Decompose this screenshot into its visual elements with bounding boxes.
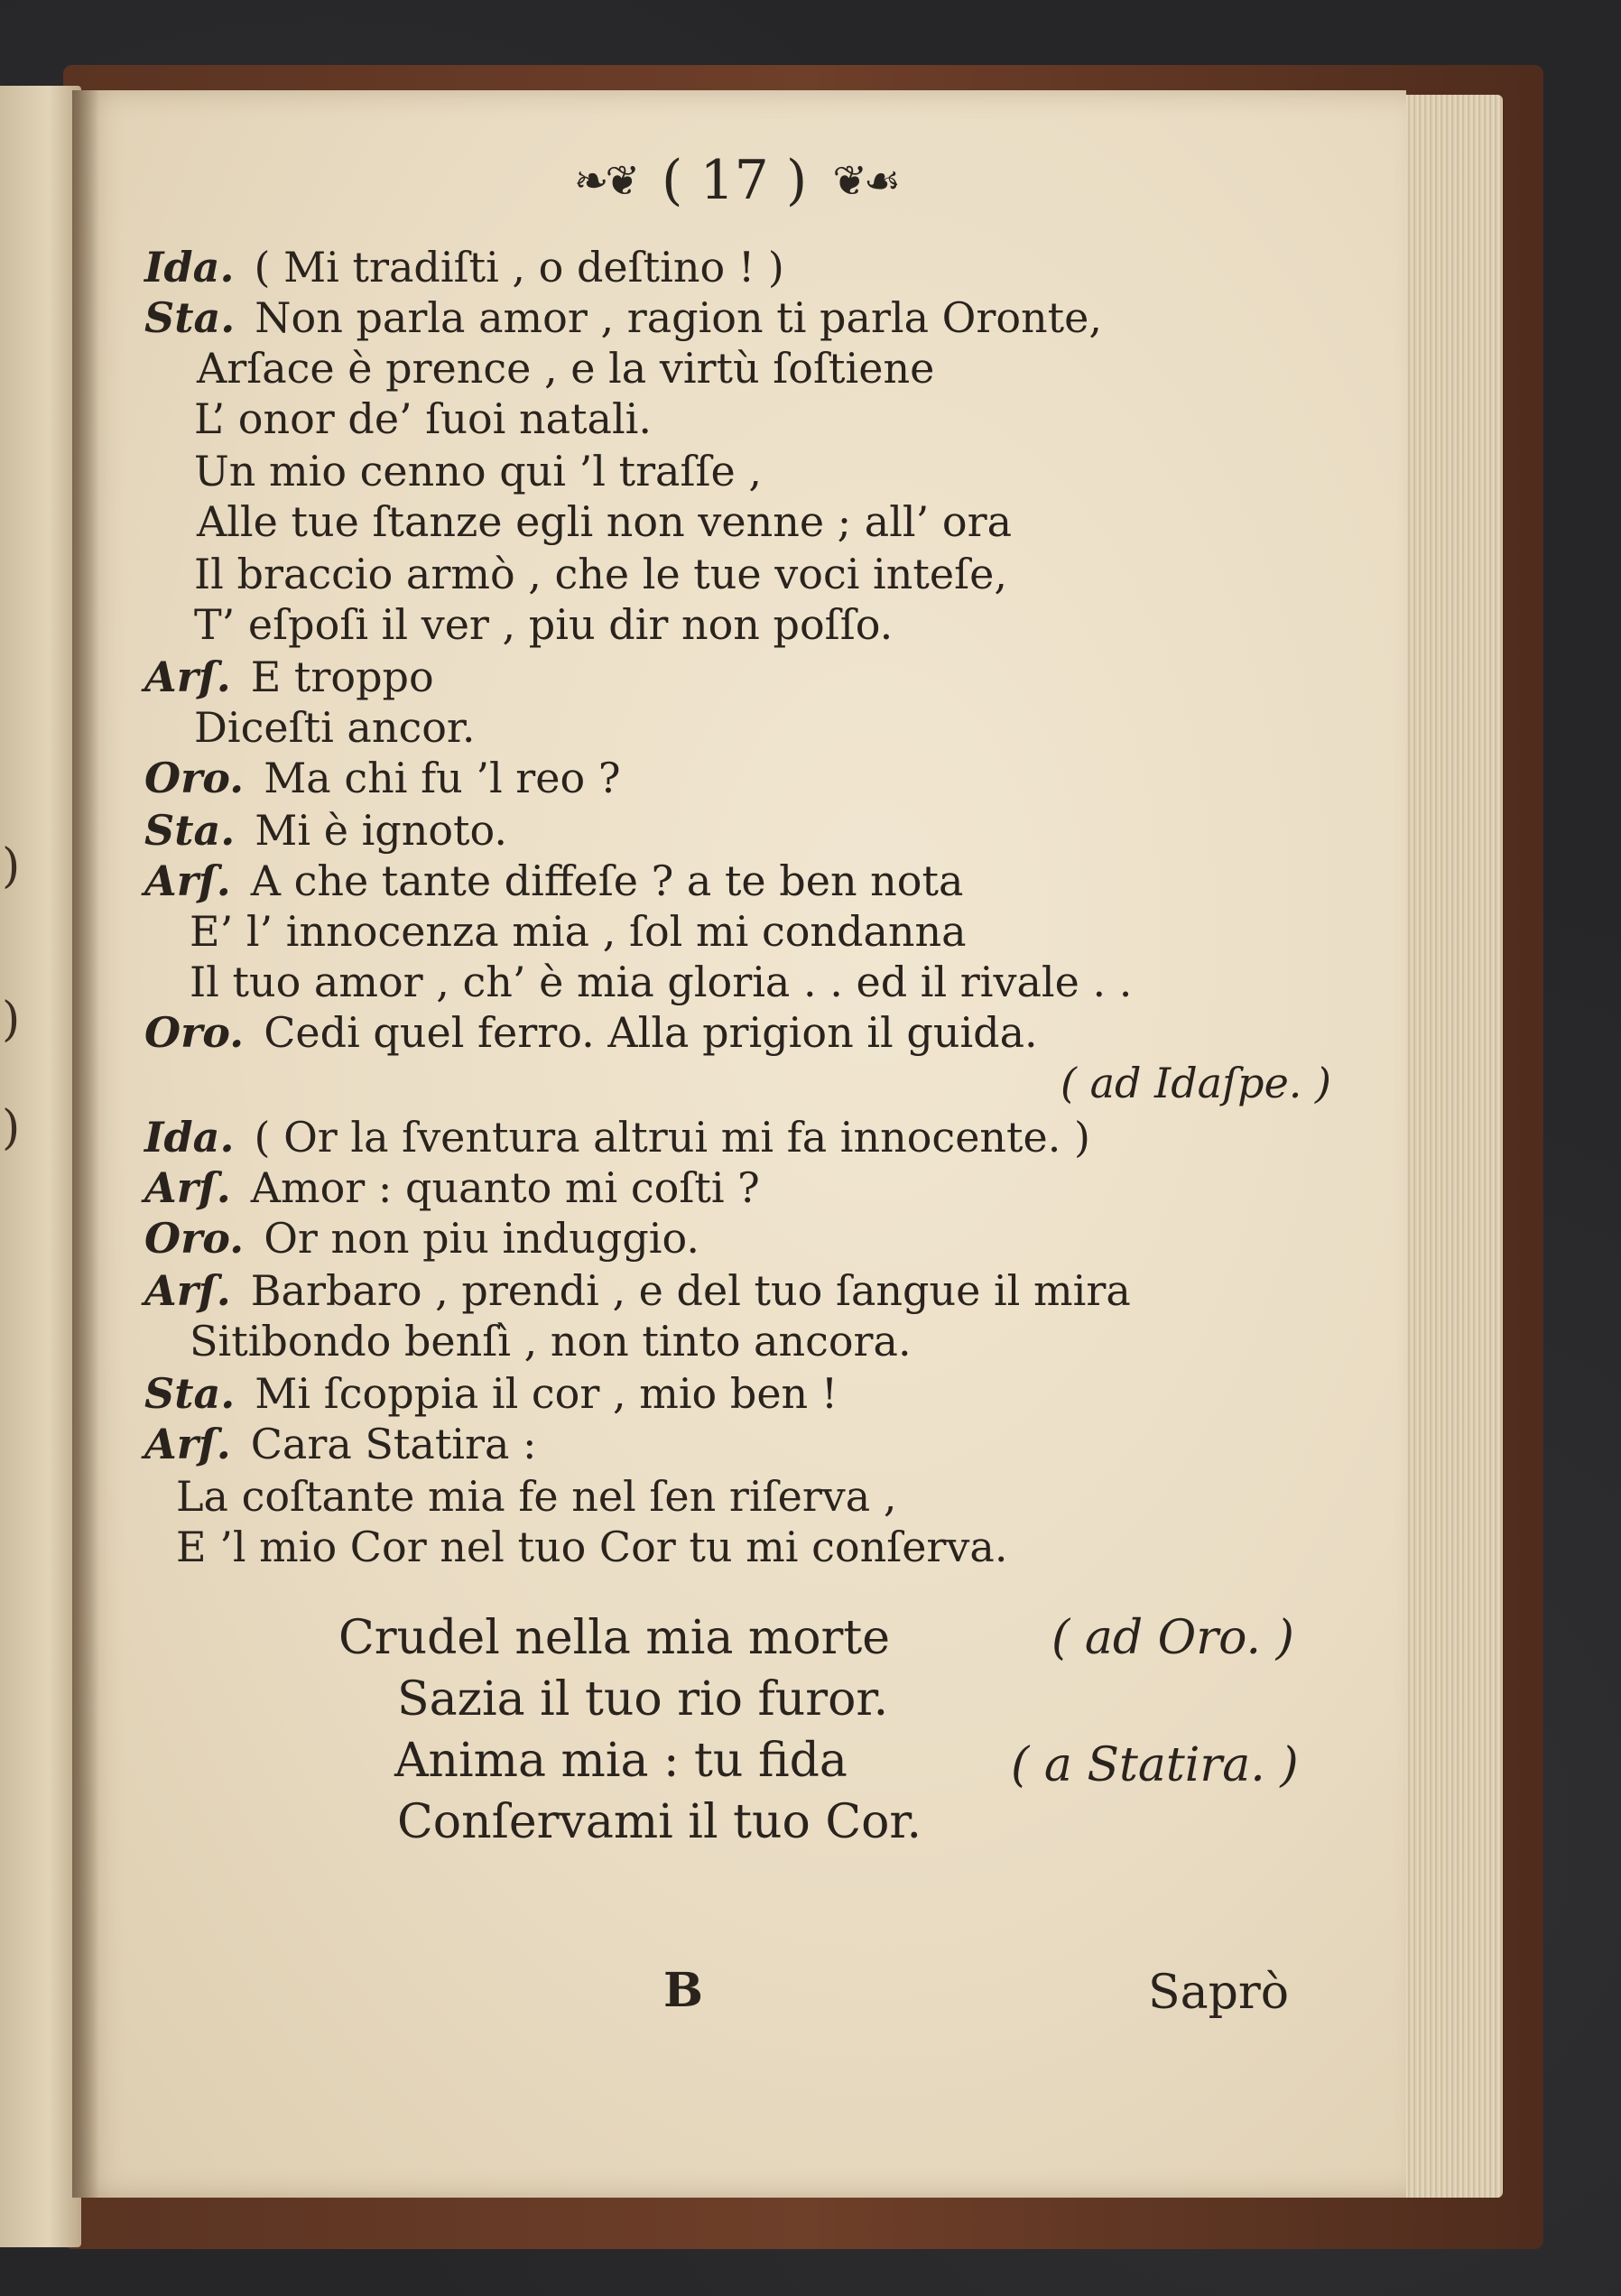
speaker-label: Oro. [144, 754, 245, 802]
dialogue-line [190, 957, 1132, 1007]
aria-text: Anima mia : tu fida [394, 1734, 848, 1788]
dialogue-text: Alle tue ſtanze egli non venne ; all’ ora [197, 497, 1012, 546]
ornament-left-icon: ❧❦ [573, 156, 636, 205]
aria-text: Sazia il tuo rio furor. [397, 1672, 889, 1727]
dialogue-text: Mi ſcoppia il cor , mio ben ! [255, 1369, 838, 1418]
dialogue-line [176, 1522, 1007, 1572]
dialogue-text: Un mio cenno qui ’l traſſe , [194, 447, 762, 495]
page-number: ( 17 ) [662, 149, 808, 212]
dialogue-line [197, 343, 934, 393]
speaker-label: Ida. [144, 243, 235, 292]
dialogue-text: ( Mi tradiſti , o deſtino ! ) [254, 243, 784, 292]
dialogue-text: Or non piu induggio. [264, 1214, 700, 1263]
speaker-label: Arſ. [144, 856, 231, 905]
dialogue-line [144, 1162, 760, 1213]
dialogue-line [194, 549, 1007, 599]
speaker-label: Sta. [144, 1369, 236, 1418]
stage-direction: ( ad Oro. ) [1051, 1611, 1294, 1665]
speaker-label: Sta. [144, 806, 236, 855]
dialogue-text: Sitibondo benſì , non tinto ancora. [190, 1317, 912, 1366]
dialogue-text: Diceſti ancor. [194, 703, 476, 752]
dialogue-text: Il tuo amor , ch’ è mia gloria . . ed il rivale . . [190, 958, 1133, 1006]
speaker-label: Arſ. [144, 653, 231, 701]
speaker-label: Oro. [144, 1008, 245, 1057]
dialogue-line [144, 652, 434, 702]
dialogue-line [144, 805, 507, 856]
dialogue-text: E ’l mio Cor nel tuo Cor tu mi conſerva. [176, 1523, 1008, 1571]
speaker-label: Arſ. [144, 1266, 231, 1315]
dialogue-text: ( ad Idaſpe. ) [1061, 1059, 1331, 1107]
dialogue-text: Ma chi fu ’l reo ? [264, 754, 621, 802]
dialogue-line [144, 1112, 1090, 1162]
dialogue-text: E troppo [250, 653, 434, 701]
speaker-label: Sta. [144, 293, 236, 342]
aria-line [394, 1731, 848, 1791]
dialogue-line [144, 1368, 838, 1419]
dialogue-line [144, 242, 784, 292]
dialogue-text: Non parla amor , ragion ti parla Oronte, [255, 293, 1103, 342]
dialogue-line [194, 393, 652, 444]
dialogue-line [144, 1265, 1131, 1316]
aria-line [397, 1670, 888, 1729]
left-page-mark: ) [2, 993, 21, 1047]
dialogue-text: Cedi quel ferro. Alla prigion il guida. [264, 1008, 1038, 1057]
dialogue-line [190, 906, 967, 957]
dialogue-text: E’ l’ innocenza mia , ſol mi condanna [190, 907, 967, 956]
aria-line [338, 1608, 890, 1668]
dialogue-line [176, 1471, 896, 1522]
left-page-mark: ) [2, 839, 21, 893]
aria-line [397, 1792, 922, 1852]
dialogue-text: L’ onor de’ ſuoi natali. [194, 394, 652, 443]
dialogue-text: Arſace è prence , e la virtù ſoſtiene [197, 344, 935, 393]
dialogue-line [190, 1316, 912, 1366]
dialogue-text: La coſtante mia fe nel ſen riſerva , [176, 1472, 897, 1521]
dialogue-text: ( Or la ſventura altrui mi fa innocente. ) [254, 1113, 1090, 1162]
speaker-label: Ida. [144, 1113, 235, 1162]
dialogue-text: Barbaro , prendi , e del tuo ſangue il mira [250, 1266, 1131, 1315]
dialogue-line [144, 753, 621, 803]
page-header [496, 144, 975, 217]
speaker-label: Arſ. [144, 1420, 231, 1468]
dialogue-text: Mi è ignoto. [255, 806, 508, 855]
stage-direction: ( a Statira. ) [1011, 1738, 1299, 1792]
dialogue-line [144, 1213, 699, 1264]
dialogue-text: Cara Statira : [250, 1420, 537, 1468]
left-page-mark: ) [2, 1101, 21, 1155]
speaker-label: Oro. [144, 1214, 245, 1263]
dialogue-text: T’ eſpoſi il ver , piu dir non poſſo. [194, 600, 894, 649]
dialogue-text: Il braccio armò , che le tue voci inteſe, [194, 550, 1007, 598]
dialogue-line [144, 1007, 1038, 1058]
aria-text: Crudel nella mia morte [338, 1611, 891, 1665]
dialogue-line [194, 599, 893, 650]
dialogue-line [194, 446, 762, 496]
ornament-right-icon: ❦☙ [832, 156, 898, 205]
dialogue-line [1061, 1058, 1331, 1108]
left-facing-page [0, 86, 81, 2247]
gutter-shadow [72, 90, 99, 2198]
dialogue-text: A che tante diffeſe ? a te ben nota [250, 856, 964, 905]
dialogue-line [144, 1419, 537, 1469]
page-stack [1394, 95, 1503, 2198]
aria-text: Conſervami il tuo Cor. [397, 1795, 922, 1849]
dialogue-line [194, 702, 476, 753]
dialogue-text: Amor : quanto mi coſti ? [250, 1163, 760, 1212]
dialogue-line [144, 292, 1102, 343]
dialogue-line [197, 496, 1012, 547]
speaker-label: Arſ. [144, 1163, 231, 1212]
signature-mark: B [663, 1963, 703, 2018]
dialogue-line [144, 856, 963, 906]
catchword: Saprò [1148, 1966, 1290, 2020]
